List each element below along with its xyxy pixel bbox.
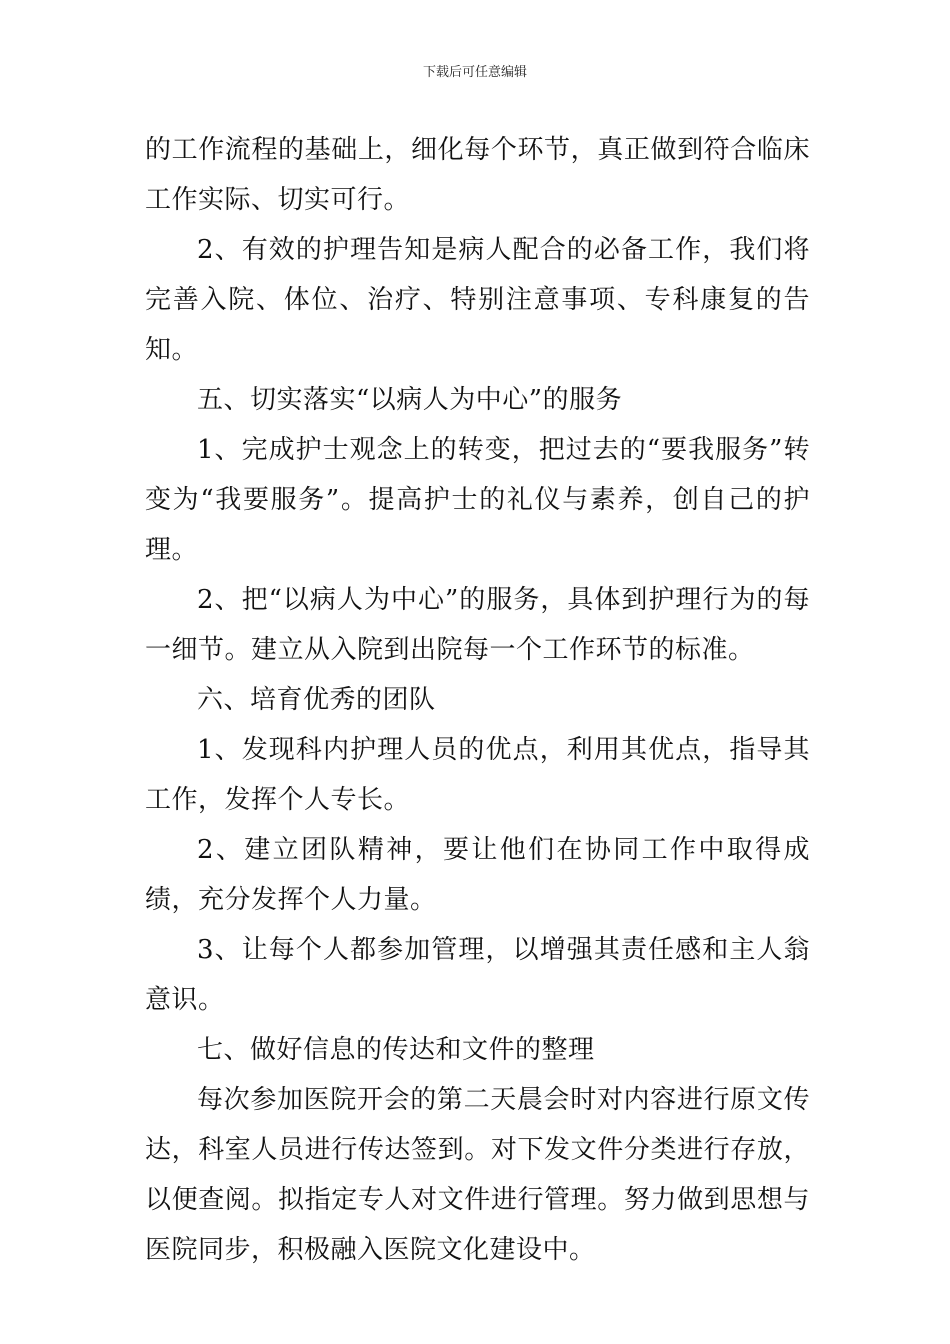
paragraph-strengths: 1、发现科内护理人员的优点，利用其优点，指导其工作，发挥个人专长。	[145, 735, 810, 815]
paragraph-information: 每次参加医院开会的第二天晨会时对内容进行原文传达，科室人员进行传达签到。对下发文件分类进行存放，以便查阅。拟指定专人对文件进行管理。努力做到思想与医院同步，积极融入医院文化建设中。	[145, 1085, 810, 1265]
paragraph-nursing-notification: 2、有效的护理告知是病人配合的必备工作，我们将完善入院、体位、治疗、特别注意事项、专科康复的告知。	[145, 235, 810, 365]
section-heading-5: 五、切实落实“以病人为中心”的服务	[197, 385, 623, 415]
section-heading-7: 七、做好信息的传达和文件的整理	[197, 1035, 595, 1065]
document-body	[145, 125, 810, 1275]
paragraph-management: 3、让每个人都参加管理，以增强其责任感和主人翁意识。	[145, 935, 810, 1015]
section-heading-6: 六、培育优秀的团队	[197, 685, 436, 715]
page-header: 下载后可任意编辑	[422, 65, 527, 80]
paragraph-continuation: 的工作流程的基础上，细化每个环节，真正做到符合临床工作实际、切实可行。	[145, 135, 810, 215]
paragraph-team-spirit: 2、建立团队精神，要让他们在协同工作中取得成绩，充分发挥个人力量。	[145, 835, 810, 915]
paragraph-patient-centered: 2、把“以病人为中心”的服务，具体到护理行为的每一细节。建立从入院到出院每一个工作环节的标准。	[145, 585, 810, 665]
paragraph-concept-change: 1、完成护士观念上的转变，把过去的“要我服务”转变为“我要服务”。提高护士的礼仪与素养，创自己的护理。	[145, 435, 810, 565]
